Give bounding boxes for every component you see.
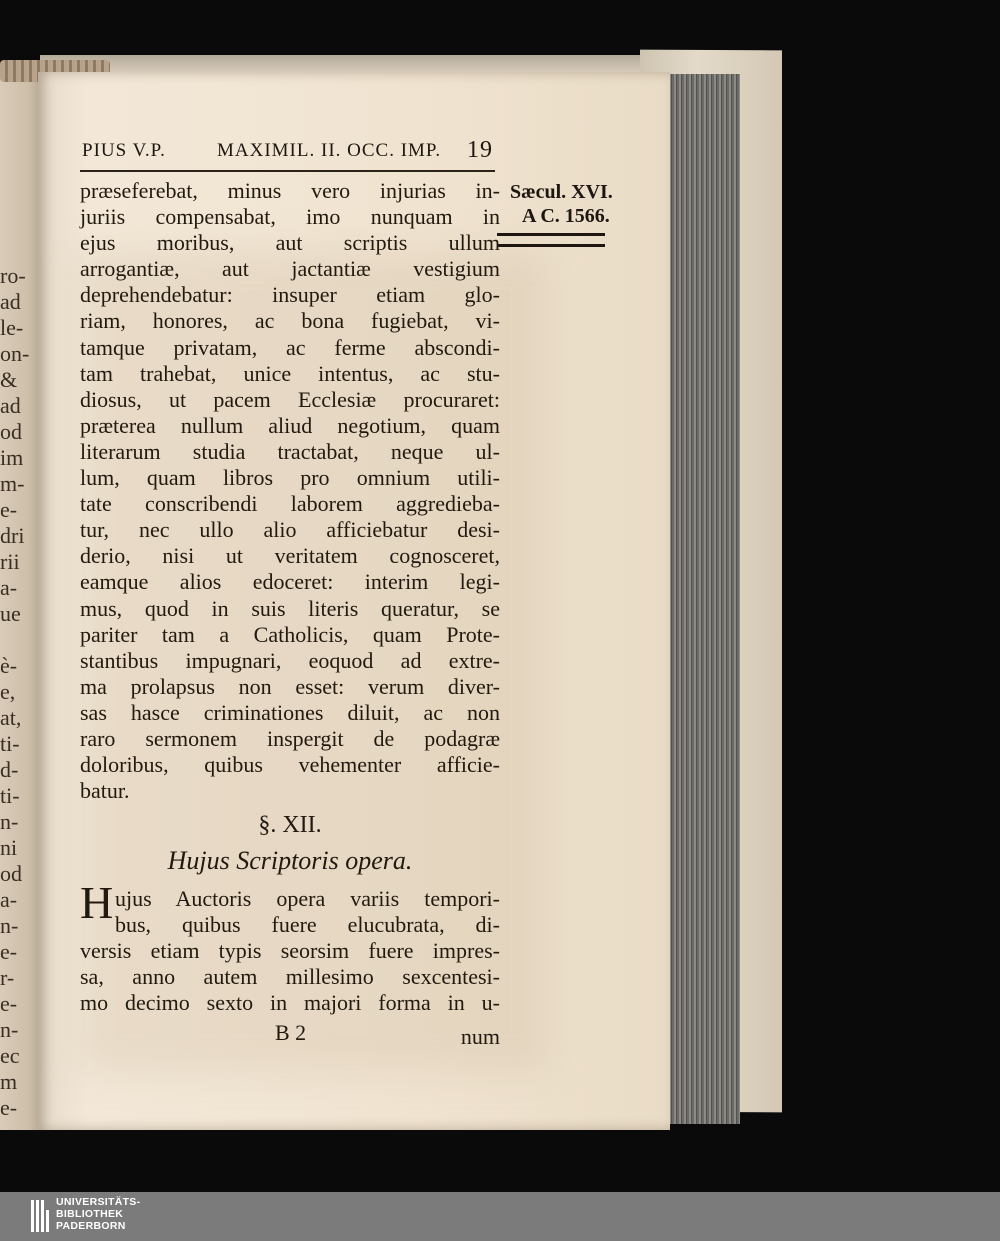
text-line: tamque privatam, ac ferme abscondi- (80, 334, 500, 360)
text-line: sa, anno autem millesimo sexcentesi- (80, 964, 500, 990)
page-block-edges (662, 74, 740, 1124)
institution-line-2: BIBLIOTHEK (56, 1208, 124, 1220)
drop-cap: H (80, 877, 114, 928)
left-fragment: ad (0, 393, 21, 418)
text-line: tur, nec ullo alio afficiebatur desi- (80, 517, 500, 543)
left-fragment: e- (0, 497, 18, 522)
left-fragment: at, (0, 705, 22, 730)
left-fragment: on- (0, 341, 30, 366)
left-fragment: e, (0, 679, 16, 704)
left-fragment: e- (0, 939, 18, 964)
left-fragment: ti- (0, 731, 20, 756)
text-line: ujus Auctoris opera variis tempori- (115, 886, 500, 911)
left-fragment: è- (0, 653, 18, 678)
margin-rules (497, 233, 605, 247)
left-fragment: m (0, 1069, 18, 1094)
text-line: arrogantiæ, aut jactantiæ vestigium (80, 256, 500, 282)
left-fragment: e- (0, 991, 18, 1016)
left-fragment: n- (0, 809, 19, 834)
text-line: præterea nullum aliud negotium, quam (80, 412, 500, 438)
text-line: lum, quam libros pro omnium utili- (80, 465, 500, 491)
left-fragment: od (0, 419, 22, 444)
left-fragment (0, 627, 40, 653)
text-line: deprehendebatur: insuper etiam glo- (80, 282, 500, 308)
text-line: derio, nisi ut veritatem cognosceret, (80, 543, 500, 569)
left-fragment: e- (0, 1095, 18, 1120)
margin-note-year: A C. 1566. (522, 205, 610, 227)
left-fragment: m- (0, 471, 25, 496)
text-line: mo decimo sexto in majori forma in u- (80, 990, 500, 1016)
section-number: §. XII. (258, 812, 322, 838)
library-logo-icon (31, 1200, 49, 1232)
left-fragment: rii (0, 549, 20, 574)
institution-name (56, 1196, 140, 1232)
text-line: juriis compensabat, imo nunquam in (80, 204, 500, 230)
margin-note (510, 180, 630, 228)
text-line: eamque alios edoceret: interim legi- (80, 569, 500, 595)
text-line: sas hasce criminationes diluit, ac non (80, 699, 500, 725)
left-page (0, 78, 40, 1130)
catchword: num (460, 1024, 500, 1049)
text-line: diosus, ut pacem Ecclesiæ procuraret: (80, 386, 500, 412)
left-fragment: ad (0, 289, 21, 314)
left-fragment: n- (0, 913, 19, 938)
running-header (82, 137, 502, 168)
text-line: doloribus, quibus vehementer afficie- (80, 752, 500, 778)
header-left: PIUS V.P. (82, 140, 166, 161)
text-line: pariter tam a Catholicis, quam Prote- (80, 621, 500, 647)
left-fragment: ro- (0, 263, 26, 288)
signature-mark: B 2 (275, 1020, 307, 1045)
institution-line-3: PADERBORN (56, 1220, 126, 1232)
header-rule (80, 170, 495, 172)
left-fragment: d- (0, 757, 19, 782)
left-fragment: a- (0, 887, 18, 912)
text-line: versis etiam typis seorsim fuere impres- (80, 938, 500, 964)
left-fragment: le- (0, 315, 24, 340)
margin-note-century: Sæcul. XVI. (510, 181, 613, 203)
left-fragment: & (0, 367, 18, 392)
text-line: tate conscribendi laborem aggredieba- (80, 491, 500, 517)
left-fragment: r- (0, 965, 15, 990)
left-fragment: ue (0, 601, 21, 626)
page-number: 19 (467, 137, 493, 163)
text-line: literarum studia tractabat, neque ul- (80, 438, 500, 464)
left-fragment: dri (0, 523, 25, 548)
left-fragment: ec (0, 1043, 20, 1068)
text-line: tam trahebat, unice intentus, ac stu- (80, 360, 500, 386)
text-line: bus, quibus fuere elucubrata, di- (115, 912, 500, 938)
header-center: MAXIMIL. II. OCC. IMP. (217, 140, 442, 161)
text-line: batur. (80, 778, 130, 804)
paragraph-1 (80, 178, 500, 804)
paragraph-2 (80, 886, 500, 1016)
institution-bar (0, 1192, 1000, 1241)
text-line: riam, honores, ac bona fugiebat, vi- (80, 308, 500, 334)
left-fragment: a- (0, 575, 18, 600)
left-fragment: im (0, 445, 24, 470)
left-fragment: od (0, 861, 22, 886)
institution-line-1: UNIVERSITÄTS- (56, 1196, 141, 1208)
text-line: raro sermonem inspergit de podagræ (80, 725, 500, 751)
section-title: Hujus Scriptoris opera. (167, 846, 413, 875)
text-line: ejus moribus, aut scriptis ullum (80, 230, 500, 256)
text-line: stantibus impugnari, eoquod ad extre- (80, 647, 500, 673)
text-line: præseferebat, minus vero injurias in- (80, 178, 500, 203)
left-fragment: n- (0, 1017, 19, 1042)
left-page-fragments (0, 263, 40, 1121)
text-line: ma prolapsus non esset: verum diver- (80, 673, 500, 699)
left-fragment: ni (0, 835, 18, 860)
text-line: mus, quod in suis literis queratur, se (80, 595, 500, 621)
left-fragment: ti- (0, 783, 20, 808)
